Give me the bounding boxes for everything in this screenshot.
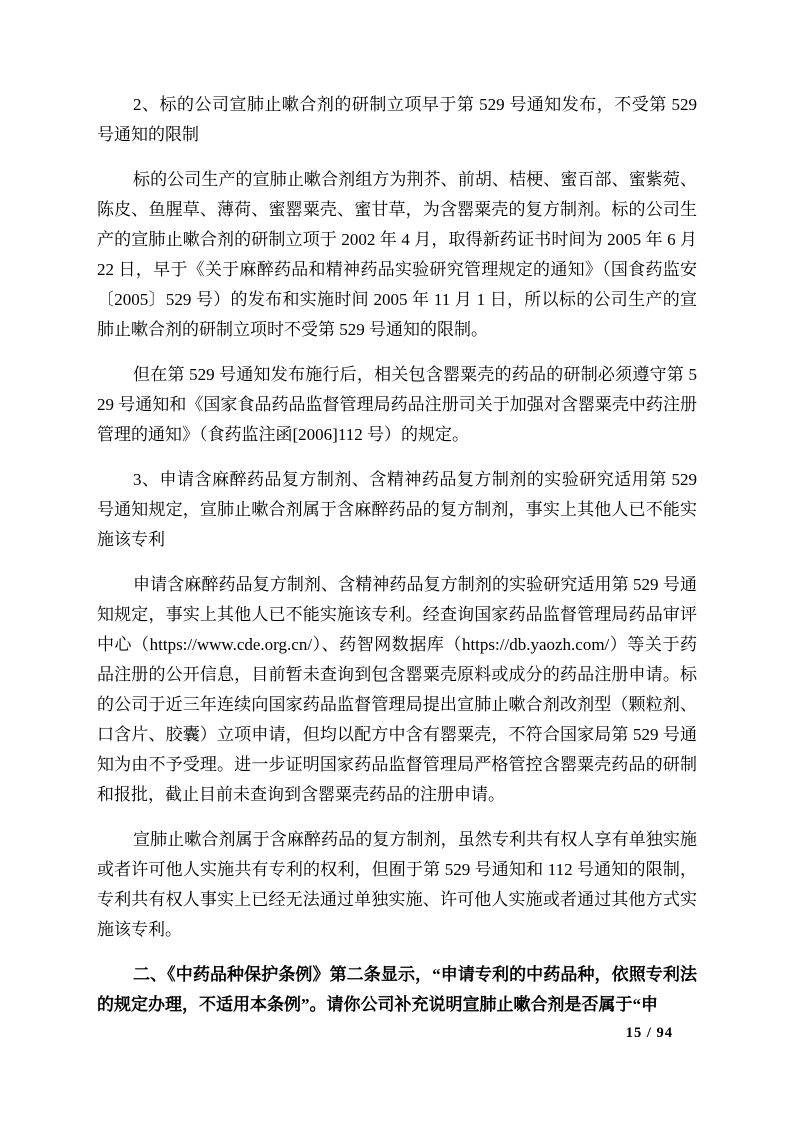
paragraph-registration-search: 申请含麻醉药品复方制剂、含精神药品复方制剂的实验研究适用第 529 号通知规定，事实上其他人已不能实施该专利。经查询国家药品监督管理局药品审评中心（https://www.cde.org.cn/）、药智网数据库（https://db.yaozh.com/）等关于药品注册的公开信息，目前暂未查询到包含罂粟壳原料或成分的药品注册申请。标的公司于近三年连续向国家药品监督管理局提出宣肺止嗽合剂改剂型（颗粒剂、口含片、胶囊）立项申请，但均以配方中含有罂粟壳，不符合国家局第 529 号通知为由不予受理。进一步证明国家药品监督管理局严格管控含罂粟壳药品的研制和报批，截止目前未查询到含罂粟壳药品的注册申请。 (97, 575, 697, 804)
section-heading-two-bold: 二、《中药品种保护条例》第二条显示，“申请专利的中药品种，依照专利法的规定办理，不适用本条例”。请你公司补充说明宣肺止嗽合剂是否属于“申 (97, 965, 697, 1014)
section-heading-2: 2、标的公司宣肺止嗽合剂的研制立项早于第 529 号通知发布，不受第 529 号通知的限制 (97, 95, 697, 144)
section-heading-3: 3、申请含麻醉药品复方制剂、含精神药品复方制剂的实验研究适用第 529 号通知规定，宣肺止嗽合剂属于含麻醉药品的复方制剂，事实上其他人已不能实施该专利 (97, 470, 697, 549)
paragraph-post-notice-rules: 但在第 529 号通知发布施行后，相关包含罂粟壳的药品的研制必须遵守第 529 号通知和《国家食品药品监督管理局药品注册司关于加强对含罂粟壳中药注册管理的通知》（食药监注函[2006]112 号）的规定。 (97, 365, 697, 444)
paragraph-formula-and-timeline: 标的公司生产的宣肺止嗽合剂组方为荆芥、前胡、桔梗、蜜百部、蜜紫菀、陈皮、鱼腥草、薄荷、蜜罂粟壳、蜜甘草，为含罂粟壳的复方制剂。标的公司生产的宣肺止嗽合剂的研制立项于 2002 年 4 月，取得新药证书时间为 2005 年 6 月 22 日，早于《关于麻醉药品和精神药品实验研究管理规定的通知》（国食药监安〔2005〕529 号）的发布和实施时间 2005 年 11 月 1 日，所以标的公司生产的宣肺止嗽合剂的研制立项时不受第 529 号通知的限制。 (97, 170, 697, 339)
paragraph-patent-implementation: 宣肺止嗽合剂属于含麻醉药品的复方制剂，虽然专利共有权人享有单独实施或者许可他人实施共有专利的权利，但囿于第 529 号通知和 112 号通知的限制，专利共有权人事实上已经无法通过单独实施、许可他人实施或者通过其他方式实施该专利。 (97, 830, 697, 939)
page-number: 15 / 94 (625, 1025, 673, 1041)
